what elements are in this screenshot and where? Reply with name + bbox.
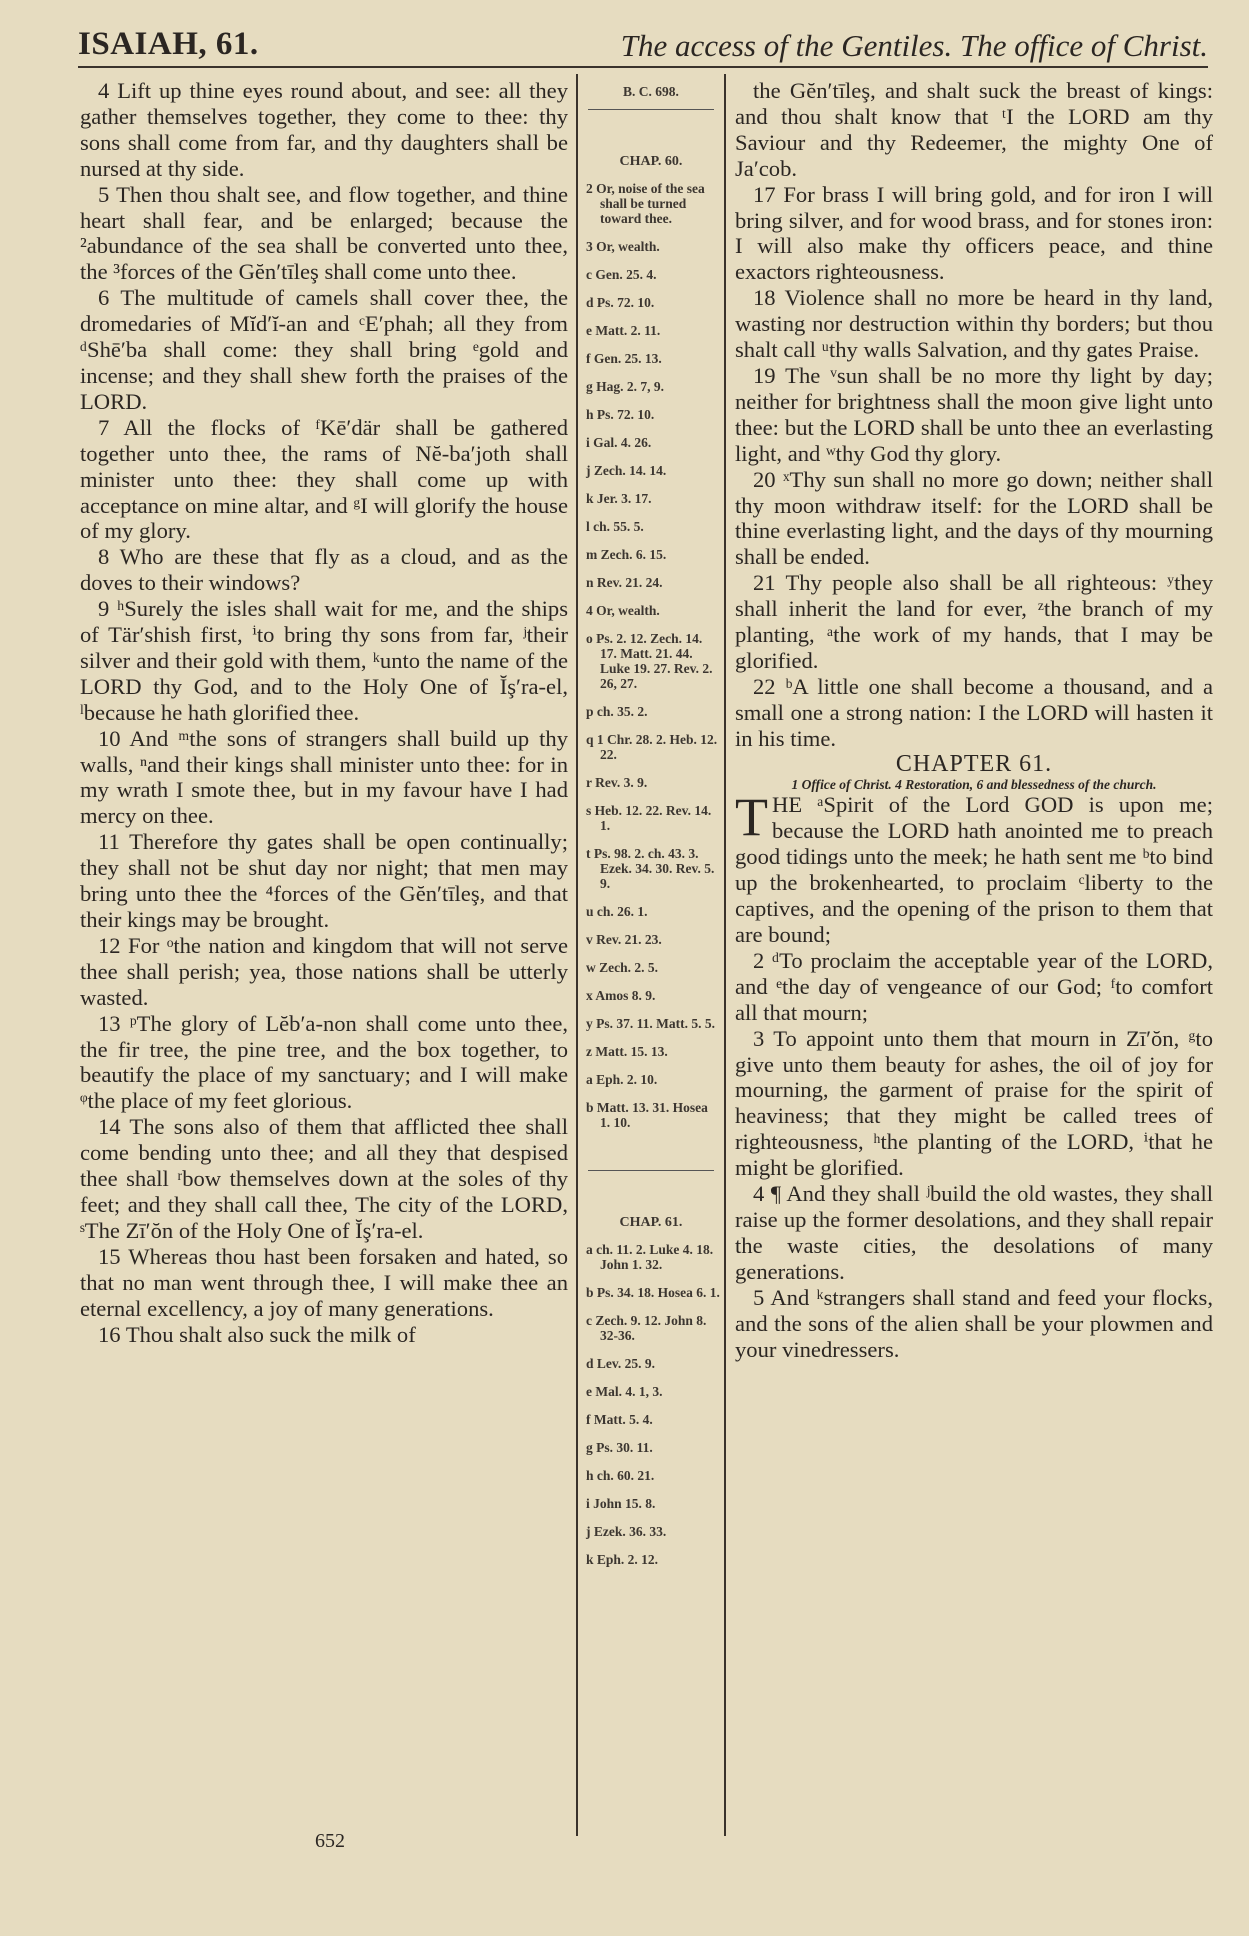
verse: 16 Thou shalt also suck the milk of: [98, 1321, 416, 1347]
margin-note: l ch. 55. 5.: [586, 519, 644, 534]
margin-note: o Ps. 2. 12. Zech. 14. 17. Matt. 21. 44. Luke 19. 27. Rev. 2. 26, 27.: [586, 631, 713, 691]
margin-note: d Lev. 25. 9.: [586, 1356, 656, 1371]
margin-note: r Rev. 3. 9.: [586, 775, 648, 790]
margin-note: b Matt. 13. 31. Hosea 1. 10.: [586, 1100, 708, 1130]
verse: 5 Then thou shalt see, and flow together, and thine heart shall fear, and be enlarged; because the ²abundance of the sea shall be converted unto thee, the ³forces of the Gĕn′tīleş shall come unto thee.: [80, 181, 568, 285]
left-column: [80, 78, 568, 1347]
margin-note: u ch. 26. 1.: [586, 904, 648, 919]
verse: 3 To appoint unto them that mourn in Zī′ŏn, ᵍto give unto them beauty for ashes, the oil of joy for mourning, the garment of praise for the spirit of heaviness; that they might be called trees of righteousness, ʰthe planting of the LORD, ⁱthat he might be glorified.: [735, 1025, 1213, 1181]
running-title: The access of the Gentiles. The office of Christ.: [620, 28, 1208, 63]
verse: 5 And ᵏstrangers shall stand and feed your flocks, and the sons of the alien shall be your plowmen and your vinedressers.: [735, 1284, 1213, 1362]
margin-note: h ch. 60. 21.: [586, 1468, 655, 1483]
verse: 4 Lift up thine eyes round about, and see: all they gather themselves together, they come to thee: thy sons shall come from far, and thy daughters shall be nursed at thy side.: [80, 78, 568, 181]
page-header: [78, 26, 1208, 68]
verse: 13 ᵖThe glory of Lĕb′a-non shall come unto thee, the fir tree, the pine tree, and the box together, to beautify the place of my sanctuary; and I will make ᵠthe place of my feet glorious.: [80, 1010, 568, 1114]
margin-note: z Matt. 15. 13.: [586, 1044, 668, 1059]
book-title: ISAIAH, 61.: [78, 26, 259, 62]
margin-note: x Amos 8. 9.: [586, 988, 656, 1003]
margin-note: a Eph. 2. 10.: [586, 1072, 658, 1087]
margin-note: j Ezek. 36. 33.: [586, 1524, 667, 1539]
margin-note: e Mal. 4. 1, 3.: [586, 1384, 663, 1399]
verse-text: HE ᵃSpirit of the Lord GOD is upon me; because the LORD hath anointed me to preach good tidings unto the meek; he hath sent me ᵇto bind up the brokenhearted, to proclaim ᶜliberty to the captives, and the opening of the prison to them that are bound;: [735, 792, 1213, 947]
verse: [735, 787, 1213, 947]
margin-references: [576, 74, 726, 1836]
margin-note: t Ps. 98. 2. ch. 43. 3. Ezek. 34. 30. Rev. 5. 9.: [586, 846, 715, 891]
margin-note: d Ps. 72. 10.: [586, 295, 655, 310]
chapter-title: CHAPTER 61.: [895, 750, 1053, 777]
margin-note: h Ps. 72. 10.: [586, 407, 655, 422]
margin-note: g Hag. 2. 7, 9.: [586, 379, 665, 394]
margin-note: b Ps. 34. 18. Hosea 6. 1.: [586, 1285, 720, 1300]
verse: 4 ¶ And they shall ʲbuild the old wastes, they shall raise up the former desolations, and they shall repair the waste cities, the desolations of many generations.: [735, 1181, 1213, 1284]
era-date: B. C. 698.: [588, 74, 714, 110]
verse: 12 For ᵒthe nation and kingdom that will not serve thee shall perish; yea, those nations shall be utterly wasted.: [80, 932, 568, 1010]
margin-note: k Jer. 3. 17.: [586, 491, 652, 506]
margin-note: i Gal. 4. 26.: [586, 435, 652, 450]
margin-note: m Zech. 6. 15.: [586, 547, 667, 562]
verse: 10 And ᵐthe sons of strangers shall build up thy walls, ⁿand their kings shall minister unto thee: for in my wrath I smote thee, but in my favour have I had mercy on thee.: [80, 725, 568, 829]
divider: [588, 1170, 714, 1171]
verse: 2 ᵈTo proclaim the acceptable year of the LORD, and ᵉthe day of vengeance of our God; ᶠto comfort all that mourn;: [735, 947, 1213, 1025]
chapter-summary: 1 Office of Christ. 4 Restoration, 6 and blessedness of the church.: [791, 777, 1157, 793]
right-column: [735, 78, 1213, 1362]
margin-note: 3 Or, wealth.: [586, 239, 660, 254]
margin-note: g Ps. 30. 11.: [586, 1440, 653, 1455]
margin-note: f Gen. 25. 13.: [586, 351, 662, 366]
verse: the Gĕn′tīleş, and shalt suck the breast of kings: and thou shalt know that ᵗI the LORD am thy Saviour and thy Redeemer, the mighty One of Ja′cob.: [735, 78, 1213, 181]
chap61-heading: CHAP. 61.: [619, 1215, 683, 1230]
verse: 22 ᵇA little one shall become a thousand, and a small one a strong nation: I the LORD will hasten it in his time.: [735, 673, 1213, 751]
margin-note: a ch. 11. 2. Luke 4. 18. John 1. 32.: [586, 1242, 714, 1272]
margin-note: w Zech. 2. 5.: [586, 960, 658, 975]
margin-note: q 1 Chr. 28. 2. Heb. 12. 22.: [586, 732, 718, 762]
margin-note: k Eph. 2. 12.: [586, 1552, 659, 1567]
verse: 9 ʰSurely the isles shall wait for me, and the ships of Tär′shish first, ⁱto bring thy sons from far, ʲtheir silver and their gold with them, ᵏunto the name of the LORD thy God, and to the Holy One of Ĭş′ra-el, ˡbecause he hath glorified thee.: [80, 596, 568, 725]
margin-note: f Matt. 5. 4.: [586, 1412, 653, 1427]
verse: 19 The ᵛsun shall be no more thy light by day; neither for brightness shall the moon give light unto thee: but the LORD shall be unto thee an everlasting light, and ʷthy God thy glory.: [735, 362, 1213, 466]
margin-note: c Gen. 25. 4.: [586, 267, 657, 282]
verse: 14 The sons also of them that afflicted thee shall come bending unto thee; and all they that despised thee shall ʳbow themselves down at the soles of thy feet; and they shall call thee, The city of the LORD, ˢThe Zī′ŏn of the Holy One of Ĭş′ra-el.: [80, 1114, 568, 1243]
margin-note: e Matt. 2. 11.: [586, 323, 661, 338]
verse: 18 Violence shall no more be heard in thy land, wasting nor destruction within thy borders; but thou shalt call ᵘthy walls Salvation, and thy gates Praise.: [735, 285, 1213, 363]
margin-note: c Zech. 9. 12. John 8. 32-36.: [586, 1313, 707, 1343]
verse: 17 For brass I will bring gold, and for iron I will bring silver, and for wood brass, and for stones iron: I will also make thy officers peace, and thine exactors righteousness.: [735, 181, 1213, 285]
margin-note: 2 Or, noise of the sea shall be turned toward thee.: [586, 181, 705, 226]
margin-note: i John 15. 8.: [586, 1496, 656, 1511]
verse: 11 Therefore thy gates shall be open continually; they shall not be shut day nor night; that men may bring unto thee the ⁴forces of the Gĕn′tīleş, and that their kings may be brought.: [80, 829, 568, 932]
verse: 15 Whereas thou hast been forsaken and hated, so that no man went through thee, I will make thee an eternal excellency, a joy of many generations.: [80, 1243, 568, 1321]
margin-note: j Zech. 14. 14.: [586, 463, 667, 478]
margin-note: y Ps. 37. 11. Matt. 5. 5.: [586, 1016, 715, 1031]
margin-note: p ch. 35. 2.: [586, 704, 648, 719]
drop-cap: T: [735, 787, 768, 848]
verse: 7 All the flocks of ᶠKē′där shall be gathered together unto thee, the rams of Nĕ-ba′joth shall minister unto thee: they shall come up with acceptance on mine altar, and ᵍI will glorify the house of my glory.: [80, 414, 568, 544]
margin-note: s Heb. 12. 22. Rev. 14. 1.: [586, 803, 712, 833]
verse: 6 The multitude of camels shall cover thee, the dromedaries of Mĭd′ĭ-an and ᶜE′phah; all they from ᵈShē′ba shall come: they shall bring ᵉgold and incense; and they shall shew forth the praises of the LORD.: [80, 285, 568, 414]
margin-note: v Rev. 21. 23.: [586, 932, 662, 947]
page-number: 652: [315, 1830, 345, 1852]
verse: 20 ˣThy sun shall no more go down; neither shall thy moon withdraw itself: for the LORD shall be thine everlasting light, and the days of thy mourning shall be ended.: [735, 466, 1213, 570]
verse: 8 Who are these that fly as a cloud, and as the doves to their windows?: [80, 544, 568, 596]
verse: 21 Thy people also shall be all righteous: ʸthey shall inherit the land for ever, ᶻthe branch of my planting, ᵃthe work of my hands, that I may be glorified.: [735, 570, 1213, 673]
chap60-heading: CHAP. 60.: [619, 154, 683, 169]
margin-note: 4 Or, wealth.: [586, 603, 660, 618]
margin-note: n Rev. 21. 24.: [586, 575, 663, 590]
